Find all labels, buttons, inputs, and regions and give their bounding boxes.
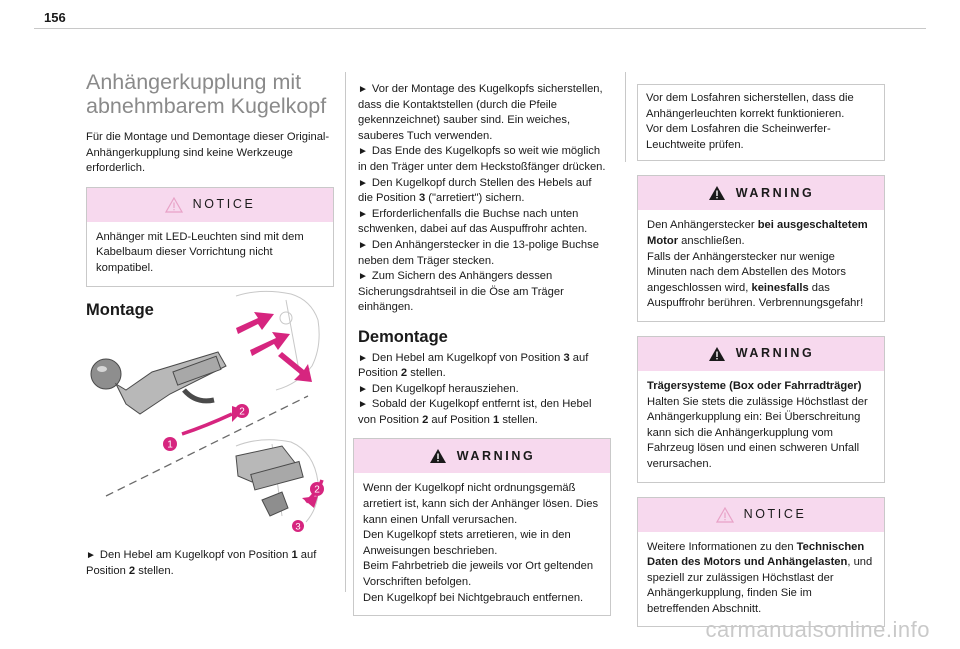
step-text: Zum Sichern des Anhängers dessen Sicherungsdrahtseil in die Öse am Träger einhängen. — [358, 270, 564, 314]
info-line: Vor dem Losfahren die Scheinwerfer-Leuchtweite prüfen. — [646, 123, 831, 151]
column-divider — [345, 72, 346, 592]
montage-step — [358, 176, 606, 207]
callout-2a — [235, 404, 249, 418]
column-divider — [625, 72, 626, 162]
warning-line: Den Kugelkopf bei Nichtgebrauch entfernen. — [363, 591, 584, 604]
step-text: Sobald der Kugelkopf entfernt ist, den Hebel von Position — [358, 398, 592, 426]
step-bold: 1 — [492, 413, 500, 426]
warning-text: Den Anhängerstecker — [647, 219, 758, 232]
step-text: Erforderlichenfalls die Buchse nach unten schwenken, dabei auf das Auspuffrohr achten. — [358, 207, 588, 236]
info-line: Vor dem Losfahren sicherstellen, dass die Anhängerleuchten korrekt funktionieren. — [646, 92, 854, 120]
title-line-2: abnehmbarem Kugelkopf — [86, 94, 327, 118]
warning-line: Beim Fahrbetrieb die jeweils vor Ort geltenden Vorschriften befolgen. — [363, 560, 594, 589]
notice-label: NOTICE — [743, 506, 807, 521]
bullet-arrow-icon: ► — [358, 84, 368, 95]
step-text: Den Anhängerstecker in die 13-polige Buchse neben dem Träger stecken. — [358, 238, 599, 267]
step-bold: 3 — [563, 351, 570, 364]
step-text: ("arretiert") sichern. — [425, 192, 525, 205]
bullet-arrow-icon: ► — [86, 550, 96, 561]
step-bold: 2 — [400, 367, 408, 380]
step-text: Den Hebel am Kugelkopf von Position — [371, 351, 564, 364]
warning-box — [353, 438, 611, 616]
bullet-arrow-icon: ► — [358, 146, 368, 158]
tow-ball-illustration — [86, 286, 332, 532]
step-text: Den Kugelkopf durch Stellen des Hebels auf die Position — [358, 176, 592, 205]
warning-box-1 — [637, 175, 885, 322]
callout-2b-label: 2 — [314, 484, 320, 496]
bullet-arrow-icon: ► — [358, 352, 368, 364]
notice-text: Weitere Informationen zu den — [647, 540, 797, 553]
callout-3-label: 3 — [295, 521, 301, 532]
warning-line: Wenn der Kugelkopf nicht ordnungsgemäß arretiert ist, kann sich der Anhänger lösen. Dies kann einen Unfall verursachen. — [363, 482, 599, 526]
info-box — [637, 84, 885, 161]
warning-box-2 — [637, 336, 885, 483]
notice-bold: Technischen Daten des Motors und Anhängelasten — [647, 540, 865, 569]
warning-header — [354, 439, 610, 473]
montage-step — [358, 269, 606, 316]
title-line-1: Anhängerkupplung mit — [86, 70, 302, 94]
step-bold: 3 — [418, 192, 426, 205]
step-text: stellen. — [135, 564, 174, 577]
callout-3 — [292, 520, 304, 532]
montage-heading: Montage — [86, 300, 154, 319]
montage-step — [358, 144, 606, 175]
step-text: stellen. — [407, 367, 446, 380]
warning-body — [638, 371, 884, 482]
warning-header — [638, 176, 884, 210]
demontage-step — [358, 351, 606, 382]
bullet-arrow-icon: ► — [358, 177, 368, 189]
step-text: Den Hebel am Kugelkopf von Position — [99, 549, 292, 561]
step-text: Vor der Montage des Kugelkopfs sicherstellen, dass die Kontaktstellen (durch die Pfeile gekennzeichnet) sauber sind. Ein weiches, sauberes Tuch verwenden. — [358, 83, 603, 142]
upper-hitch — [91, 352, 226, 414]
warning-body — [638, 210, 884, 321]
callout-1 — [163, 437, 177, 451]
notice-header — [87, 188, 333, 222]
step-text: auf Position — [86, 549, 317, 577]
warning-text: Falls der Anhängerstecker nur wenige Minuten nach dem Abstellen des Motors angeschlossen wird, — [647, 250, 846, 294]
bullet-arrow-icon: ► — [358, 271, 368, 283]
warning-line: Den Kugelkopf stets arretieren, wie in den Anweisungen beschrieben. — [363, 529, 571, 557]
notice-box-2 — [637, 497, 885, 628]
step-text: auf Position — [358, 351, 589, 380]
montage-step — [358, 238, 606, 269]
callout-2a-label: 2 — [239, 406, 245, 418]
notice-body: Anhänger mit LED-Leuchten sind mit dem Kabelbaum dieser Vorrichtung nicht kompatibel. — [96, 230, 304, 274]
notice-triangle-icon — [716, 507, 734, 523]
warning-heading: Trägersysteme (Box oder Fahrradträger) — [647, 379, 862, 392]
bullet-arrow-icon: ► — [358, 383, 368, 395]
warning-body — [354, 473, 610, 615]
montage-step — [358, 207, 606, 238]
notice-header — [638, 498, 884, 532]
page-title — [86, 70, 334, 118]
notice-triangle-icon — [165, 197, 183, 213]
warning-triangle-icon — [708, 346, 726, 362]
bullet-arrow-icon: ► — [358, 239, 368, 251]
top-rule — [34, 28, 926, 29]
warning-text: das Auspuffrohr berühren. Verbrennungsgefahr! — [647, 281, 864, 310]
callout-2b — [310, 482, 324, 496]
warning-text: Halten Sie stets die zulässige Höchstlast der Anhängerkupplung ein: Bei Überschreitung kann sich die Anhängerkupplung vom Fahrzeug lösen und einen schweren Unfall verursachen. — [647, 395, 868, 470]
demontage-step — [358, 382, 606, 398]
column-2 — [358, 82, 606, 630]
notice-body — [638, 532, 884, 627]
step-bold: 2 — [128, 564, 136, 577]
callout-1-label: 1 — [167, 439, 173, 451]
demontage-heading: Demontage — [358, 327, 448, 346]
notice-box — [86, 187, 334, 287]
warning-bold: bei ausgeschaltetem Motor — [647, 219, 868, 247]
montage-step-1 — [86, 548, 334, 579]
watermark: carmanualsonline.info — [705, 617, 930, 642]
montage-step — [358, 82, 606, 144]
warning-label: WARNING — [456, 448, 536, 463]
warning-label: WARNING — [735, 185, 815, 200]
step-text: stellen. — [499, 413, 538, 426]
warning-bold: keinesfalls — [751, 281, 809, 294]
warning-triangle-icon — [429, 448, 447, 464]
step-text: Das Ende des Kugelkopfs so weit wie möglich in den Träger unter dem Heckstoßfänger drücken. — [358, 145, 606, 173]
lower-hitch — [236, 446, 303, 516]
step-bold: 1 — [291, 549, 298, 561]
step-bold: 2 — [422, 413, 429, 426]
notice-label: NOTICE — [192, 196, 256, 211]
bullet-arrow-icon: ► — [358, 399, 368, 411]
page-number: 156 — [44, 10, 66, 25]
intro-text: Für die Montage und Demontage dieser Original-Anhängerkupplung sind keine Werkzeuge erforderlich. — [86, 131, 330, 175]
column-3 — [637, 84, 885, 641]
step-text: auf Position — [428, 413, 493, 426]
warning-triangle-icon — [708, 185, 726, 201]
step-text: Den Kugelkopf herausziehen. — [371, 382, 519, 395]
warning-header — [638, 337, 884, 371]
warning-text: anschließen. — [678, 234, 745, 247]
warning-label: WARNING — [735, 346, 815, 361]
demontage-step — [358, 397, 606, 428]
bullet-arrow-icon: ► — [358, 208, 368, 220]
notice-text: , und speziell zur zulässigen Höchstlast der Anhängerkupplung, finden Sie im betreffenden Abschnitt. — [647, 556, 873, 615]
